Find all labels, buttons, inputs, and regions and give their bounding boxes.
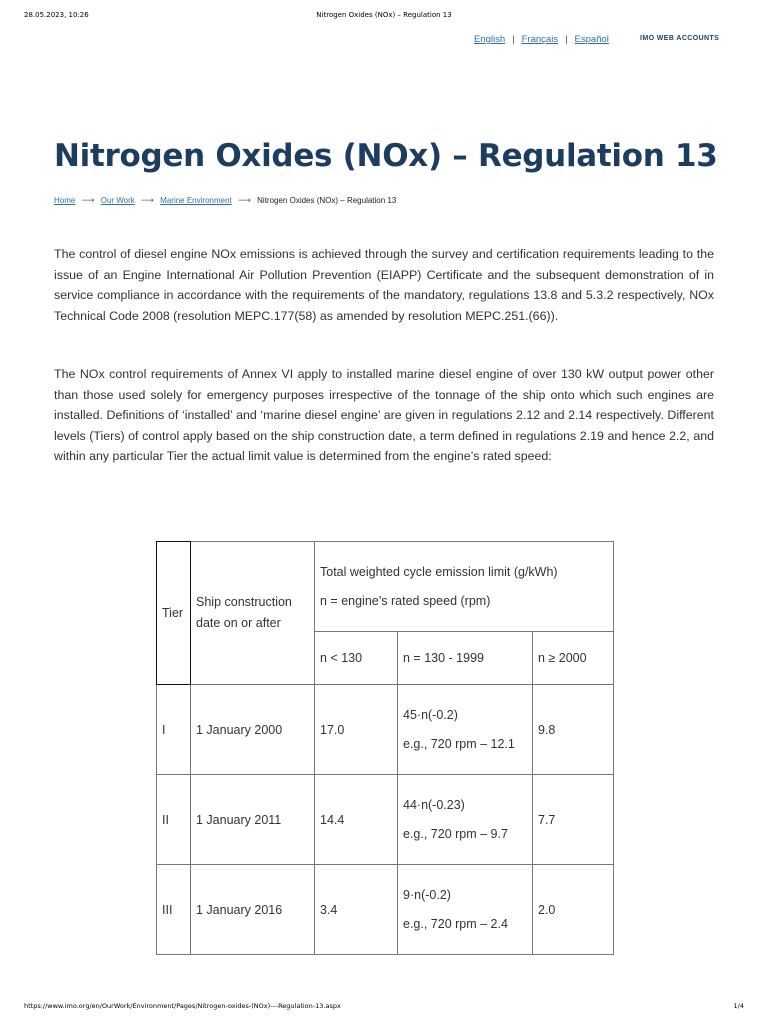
language-link-english[interactable]: English [474,34,506,45]
cell-high: 7.7 [533,775,614,865]
cell-high: 9.8 [533,685,614,775]
language-link-spanish[interactable]: Español [574,34,609,45]
breadcrumb-home[interactable]: Home [54,196,76,205]
print-header [24,11,744,21]
table-row [157,775,614,865]
print-url: https://www.imo.org/en/OurWork/Environment/Pages/Nitrogen-oxides-(NOx)-–-Regulation-13.aspx [24,1002,341,1010]
breadcrumb-arrow-icon: ⟶ [238,195,251,205]
subheader-low: n < 130 [315,632,398,685]
table-row [157,685,614,775]
subheader-high: n ≥ 2000 [533,632,614,685]
language-link-french[interactable]: Français [521,34,559,45]
breadcrumb-arrow-icon: ⟶ [81,195,95,205]
header-construction-date: Ship construction date on or after [191,542,315,685]
annex-paragraph: The NOx control requirements of Annex VI apply to installed marine diesel engine of over 130 kW output power other than those used solely for emergency purposes irrespective of the tonnage of the ship onto which such engines are installed. Definitions of ‘installed’ and ‘marine diesel engine’ are given in regulations 2.12 and 2.14 respectively. Different levels (Tiers) of control apply based on the ship construction date, a term defined in regulations 2.19 and hence 2.2, and within any particular Tier the actual limit value is determined from the engine’s rated speed: [54,367,714,464]
cell-low: 17.0 [315,685,398,775]
breadcrumb [54,195,396,206]
header-limit-label: Total weighted cycle emission limit (g/kWh) [320,565,558,579]
cell-low: 14.4 [315,775,398,865]
nav-separator: | [565,34,568,45]
cell-low: 3.4 [315,865,398,955]
cell-tier: I [157,685,191,775]
print-title: Nitrogen Oxides (NOx) – Regulation 13 [316,11,452,19]
table-header-row [157,542,614,632]
formula-text: 44·n(-0.23) [403,798,465,812]
cell-date: 1 January 2016 [191,865,315,955]
nox-limits-table [156,541,614,955]
cell-tier: III [157,865,191,955]
example-text: e.g., 720 rpm – 9.7 [403,827,508,841]
cell-formula [398,865,533,955]
table-row [157,865,614,955]
cell-date: 1 January 2000 [191,685,315,775]
intro-paragraph: The control of diesel engine NOx emissions is achieved through the survey and certification requirements leading to the issue of an Engine International Air Pollution Prevention (EIAPP) Certificate and the subsequent demonstration of in service compliance in accordance with the requirements of the mandatory, regulations 13.8 and 5.3.2 respectively, NOx Technical Code 2008 (resolution MEPC.177(58) as amended by resolution MEPC.251.(66)). [54,247,714,323]
subheader-mid: n = 130 - 1999 [398,632,533,685]
cell-date: 1 January 2011 [191,775,315,865]
cell-formula [398,685,533,775]
breadcrumb-our-work[interactable]: Our Work [100,196,135,205]
language-nav [474,34,720,45]
formula-text: 9·n(-0.2) [403,888,451,902]
cell-tier: II [157,775,191,865]
example-text: e.g., 720 rpm – 2.4 [403,917,508,931]
header-speed-note: n = engine’s rated speed (rpm) [320,594,491,608]
cell-formula [398,775,533,865]
formula-text: 45·n(-0.2) [403,708,458,722]
page-title: Nitrogen Oxides (NOx) – Regulation 13 [54,138,718,174]
breadcrumb-current: Nitrogen Oxides (NOx) – Regulation 13 [257,196,397,205]
page-number: 1/4 [733,1002,744,1010]
header-emission-limit [315,542,614,632]
print-footer [24,1002,744,1010]
web-accounts-link[interactable]: IMO WEB ACCOUNTS [640,35,720,42]
breadcrumb-marine-environment[interactable]: Marine Environment [160,196,232,205]
example-text: e.g., 720 rpm – 12.1 [403,737,515,751]
cell-high: 2.0 [533,865,614,955]
nav-separator: | [512,34,515,45]
header-tier: Tier [157,542,191,685]
print-date: 28.05.2023, 10:26 [24,11,89,19]
breadcrumb-arrow-icon: ⟶ [141,195,154,205]
